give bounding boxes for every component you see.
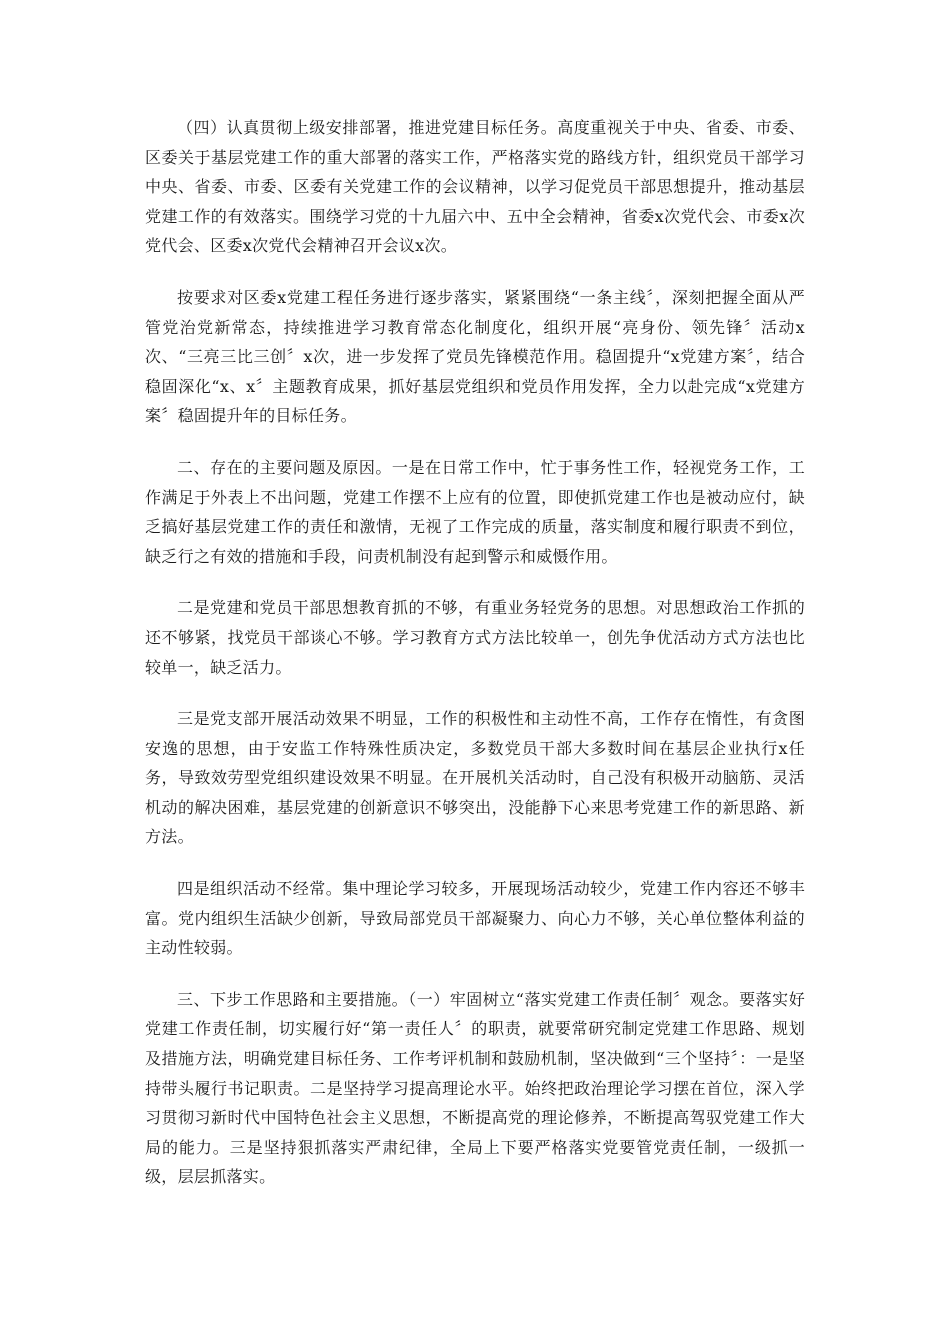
- paragraph-district-tasks: 按要求对区委x党建工程任务进行逐步落实，紧紧围绕“一条主线〞，深刻把握全面从严管党治党新常态，持续推进学习教育常态化制度化，组织开展“亮身份、领先锋〞活动x次、“三亮三比三创〞x次，进一步发挥了党员先锋模范作用。稳固提升“x党建方案〞，结合稳固深化“x、x〞主题教育成果，抓好基层党组织和党员作用发挥，全力以赴完成“x党建方案〞稳固提升年的目标任务。: [145, 287, 805, 426]
- paragraph-next-steps: 三、下步工作思路和主要措施。（一）牢固树立“落实党建工作责任制〞观念。要落实好党建工作责任制，切实履行好“第一责任人〞的职责，就要常研究制定党建工作思路、规划及措施方法，明确党建目标任务、工作考评机制和鼓励机制，坚决做到“三个坚持〞：一是坚持带头履行书记职责。二是坚持学习提高理论水平。始终把政治理论学习摆在首位，深入学习贯彻习新时代中国特色社会主义思想，不断提高党的理论修养，不断提高驾驭党建工作大局的能力。三是坚持狠抓落实严肃纪律，全局上下要严格落实党要管党责任制，一级抓一级，层层抓落实。: [145, 989, 805, 1187]
- document-body: [145, 113, 805, 1214]
- paragraph-problem-four: 四是组织活动不经常。集中理论学习较多，开展现场活动较少，党建工作内容还不够丰富。党内组织生活缺少创新，导致局部党员干部凝聚力、向心力不够，关心单位整体利益的主动性较弱。: [145, 879, 805, 958]
- paragraph-main-problems: 二、存在的主要问题及原因。一是在日常工作中，忙于事务性工作，轻视党务工作，工作满足于外表上不出问题，党建工作摆不上应有的位置，即使抓党建工作也是被动应付，缺乏搞好基层党建工作的责任和激情，无视了工作完成的质量，落实制度和履行职责不到位，缺乏行之有效的措施和手段，问责机制没有起到警示和威慑作用。: [145, 457, 805, 566]
- paragraph-problem-three: 三是党支部开展活动效果不明显，工作的积极性和主动性不高，工作存在惰性，有贪图安逸的思想，由于安监工作特殊性质决定，多数党员干部大多数时间在基层企业执行x任务，导致效劳型党组织建设效果不明显。在开展机关活动时，自己没有积极开动脑筋、灵活机动的解决困难，基层党建的创新意识不够突出，没能静下心来思考党建工作的新思路、新方法。: [145, 709, 805, 847]
- paragraph-problem-two: 二是党建和党员干部思想教育抓的不够，有重业务轻党务的思想。对思想政治工作抓的还不够紧，找党员干部谈心不够。学习教育方式方法比较单一，创先争优活动方式方法也比较单一，缺乏活力。: [145, 598, 805, 677]
- paragraph-party-building-tasks: （四）认真贯彻上级安排部署，推进党建目标任务。高度重视关于中央、省委、市委、区委关于基层党建工作的重大部署的落实工作，严格落实党的路线方针，组织党员干部学习中央、省委、市委、区委有关党建工作的会议精神，以学习促党员干部思想提升，推动基层党建工作的有效落实。围绕学习党的十九届六中、五中全会精神，省委x次党代会、市委x次党代会、区委x次党代会精神召开会议x次。: [145, 118, 805, 256]
